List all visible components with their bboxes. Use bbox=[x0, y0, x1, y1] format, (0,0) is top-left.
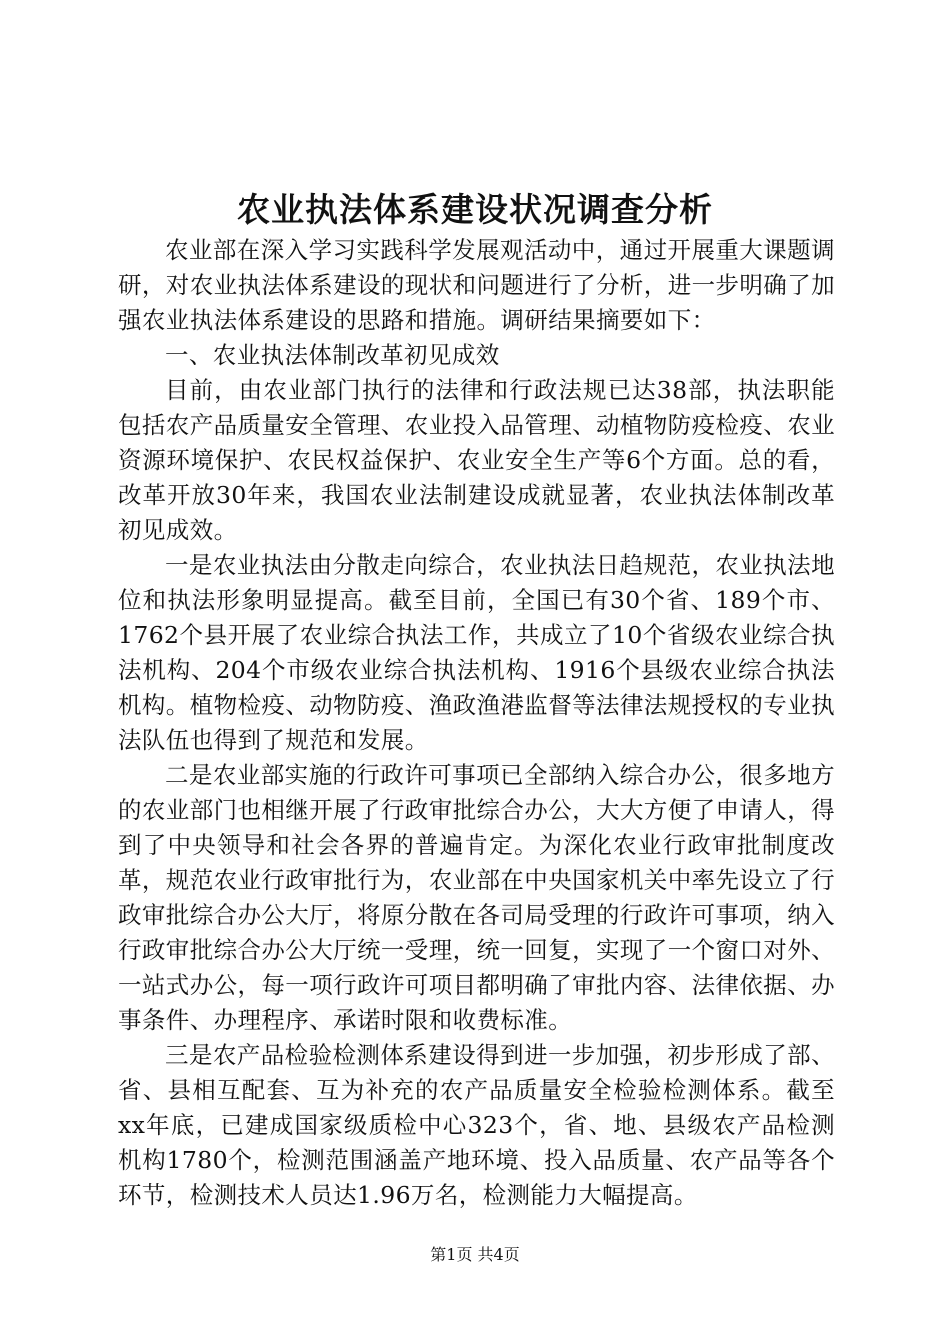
paragraph: 目前，由农业部门执行的法律和行政法规已达38部，执法职能包括农产品质量安全管理、农业投入品管理、动植物防疫检疫、农业资源环境保护、农民权益保护、农业安全生产等6个方面。总的看，改革开放30年来，我国农业法制建设成就显著，农业执法体制改革初见成效。 bbox=[118, 376, 835, 544]
page-footer: 第1页 共4页 bbox=[430, 1245, 520, 1264]
paragraph: 三是农产品检验检测体系建设得到进一步加强，初步形成了部、省、县相互配套、互为补充的农产品质量安全检验检测体系。截至xx年底，已建成国家级质检中心323个，省、地、县级农产品检测机构1780个，检测范围涵盖产地环境、投入品质量、农产品等各个环节，检测技术人员达1.96万名，检测能力大幅提高。 bbox=[118, 1041, 835, 1209]
paragraph: 一是农业执法由分散走向综合，农业执法日趋规范，农业执法地位和执法形象明显提高。截至目前，全国已有30个省、189个市、1762个县开展了农业综合执法工作，共成立了10个省级农业综合执法机构、204个市级农业综合执法机构、1916个县级农业综合执法机构。植物检疫、动物防疫、渔政渔港监督等法律法规授权的专业执法队伍也得到了规范和发展。 bbox=[118, 551, 835, 754]
document-title: 农业执法体系建设状况调查分析 bbox=[237, 190, 713, 229]
section-heading: 一、农业执法体制改革初见成效 bbox=[165, 341, 500, 369]
paragraph-intro: 农业部在深入学习实践科学发展观活动中，通过开展重大课题调研，对农业执法体系建设的现状和问题进行了分析，进一步明确了加强农业执法体系建设的思路和措施。调研结果摘要如下： bbox=[118, 236, 835, 334]
paragraph: 二是农业部实施的行政许可事项已全部纳入综合办公，很多地方的农业部门也相继开展了行政审批综合办公，大大方便了申请人，得到了中央领导和社会各界的普遍肯定。为深化农业行政审批制度改革，规范农业行政审批行为，农业部在中央国家机关中率先设立了行政审批综合办公大厅，将原分散在各司局受理的行政许可事项，纳入行政审批综合办公大厅统一受理，统一回复，实现了一个窗口对外、一站式办公，每一项行政许可项目都明确了审批内容、法律依据、办事条件、办理程序、承诺时限和收费标准。 bbox=[118, 761, 835, 1034]
document-body bbox=[118, 233, 835, 1213]
